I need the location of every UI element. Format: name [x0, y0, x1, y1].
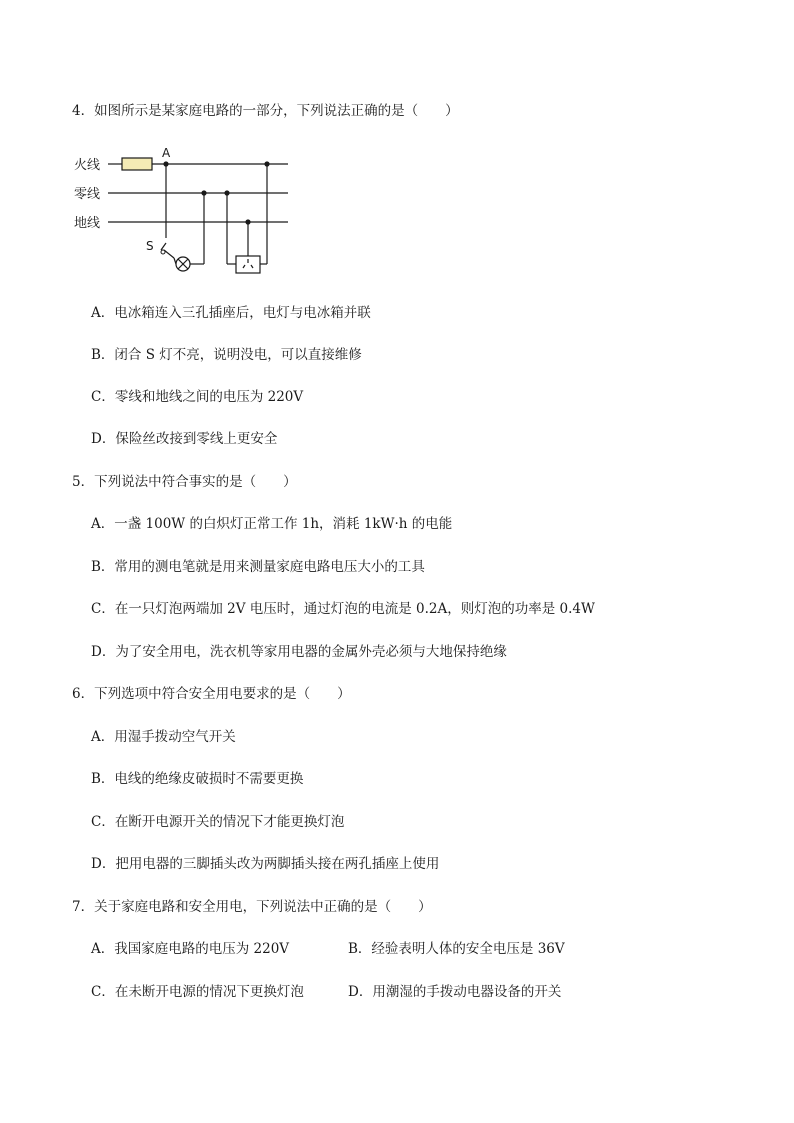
fuse-icon — [122, 158, 152, 170]
question-7-stem: 7．关于家庭电路和安全用电，下列说法中正确的是（ ） — [72, 899, 432, 915]
question-6-option-d: D．把用电器的三脚插头改为两脚插头接在两孔插座上使用 — [91, 856, 440, 872]
question-4-option-c: C．零线和地线之间的电压为 220V — [91, 389, 304, 405]
question-4-option-d: D．保险丝改接到零线上更安全 — [91, 431, 278, 447]
socket-branch — [227, 164, 267, 264]
question-6-option-a: A．用湿手拨动空气开关 — [91, 729, 236, 745]
switch-s-label: S — [146, 239, 154, 253]
question-4-option-a: A．电冰箱连入三孔插座后，电灯与电冰箱并联 — [91, 305, 371, 321]
question-7-option-a: A．我国家庭电路的电压为 220V — [91, 941, 290, 957]
question-7-option-c: C．在未断开电源的情况下更换灯泡 — [91, 984, 304, 1000]
question-5-option-c: C．在一只灯泡两端加 2V 电压时，通过灯泡的电流是 0.2A，则灯泡的功率是 0.4W — [91, 601, 595, 617]
question-4-stem: 4．如图所示是某家庭电路的一部分，下列说法正确的是（ ） — [72, 103, 459, 119]
neutral-wire-label: 零线 — [74, 187, 101, 202]
question-6-option-b: B．电线的绝缘皮破损时不需要更换 — [91, 771, 304, 787]
question-5-option-d: D．为了安全用电，洗衣机等家用电器的金属外壳必须与大地保持绝缘 — [91, 644, 507, 660]
question-6-option-c: C．在断开电源开关的情况下才能更换灯泡 — [91, 814, 345, 830]
question-7-option-b: B．经验表明人体的安全电压是 36V — [348, 941, 565, 957]
question-6-stem: 6．下列选项中符合安全用电要求的是（ ） — [72, 686, 351, 702]
switch-contact-icon — [161, 250, 165, 254]
three-hole-socket-icon — [236, 256, 260, 273]
question-5-stem: 5．下列说法中符合事实的是（ ） — [72, 474, 297, 490]
question-5-option-a: A．一盏 100W 的白炽灯正常工作 1h，消耗 1kW·h 的电能 — [91, 516, 453, 532]
ground-wire-label: 地线 — [74, 216, 101, 231]
question-7-option-d: D．用潮湿的手拨动电器设备的开关 — [348, 984, 562, 1000]
question-5-option-b: B．常用的测电笔就是用来测量家庭电路电压大小的工具 — [91, 559, 425, 575]
household-circuit-diagram — [70, 140, 300, 280]
question-4-option-b: B．闭合 S 灯不亮，说明没电，可以直接维修 — [91, 347, 362, 363]
live-wire-label: 火线 — [74, 158, 101, 173]
lamp-icon — [176, 257, 190, 271]
lamp-branch — [161, 164, 204, 264]
point-a-label: A — [162, 146, 171, 160]
